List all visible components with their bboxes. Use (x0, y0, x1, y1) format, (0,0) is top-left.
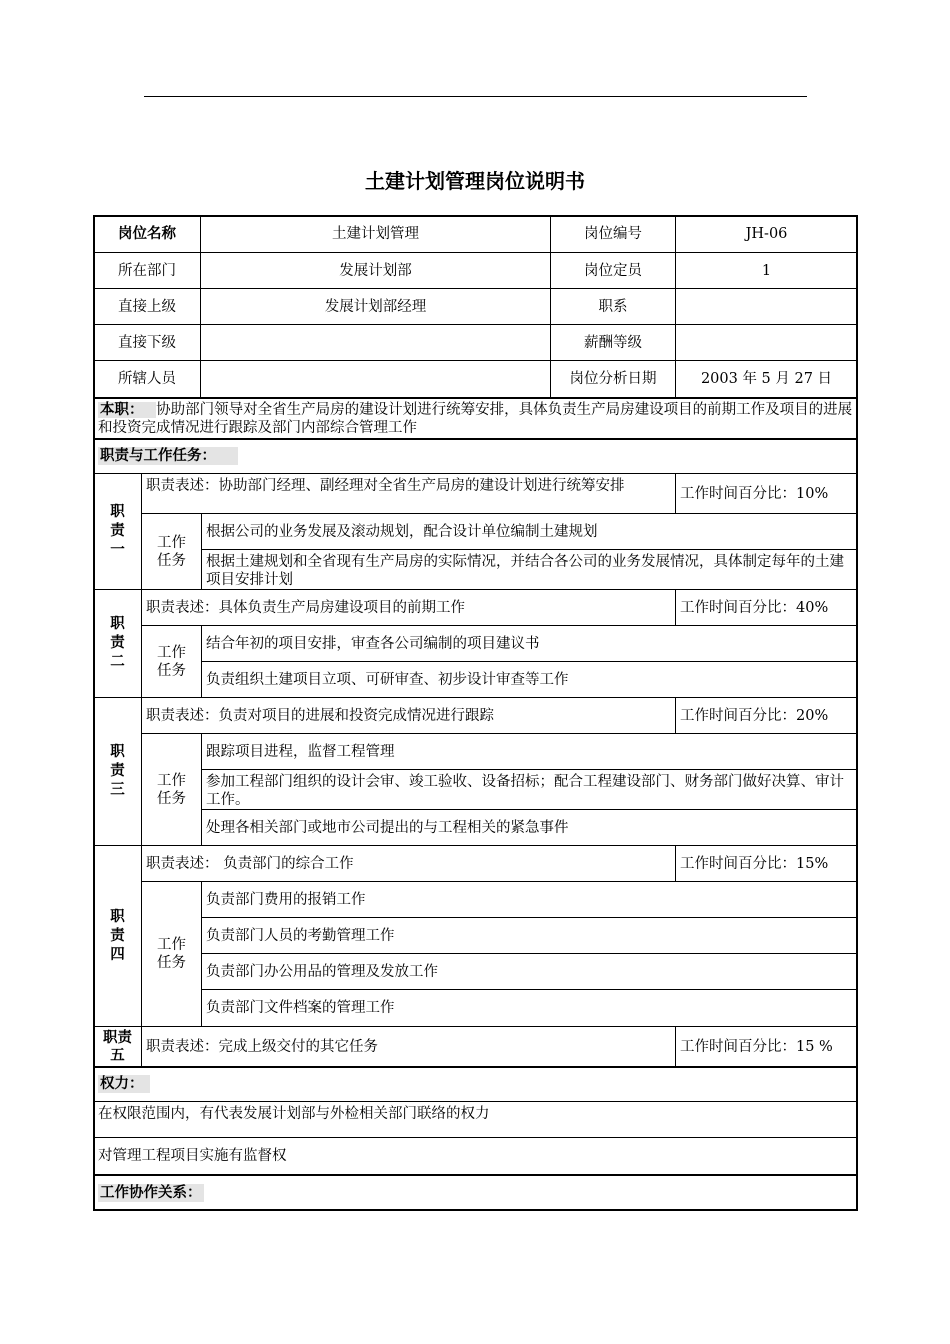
value-salary-grade (675, 324, 858, 361)
power-header-row (93, 1066, 858, 1102)
value-staff (200, 360, 551, 398)
duty-4-task-1: 负责部门费用的报销工作 (201, 881, 858, 918)
section-separator (93, 438, 858, 440)
duty-1-task-2: 根据土建规划和全省现有生产局房的实际情况，并结合各公司的业务发展情况，具体制定每年的土建项目安排计划 (201, 549, 858, 590)
duty-2-label: 职 责 二 (93, 589, 142, 698)
label-department: 所在部门 (93, 252, 201, 289)
primary-duty-row (93, 397, 858, 439)
label-position-code: 岗位编号 (550, 215, 676, 253)
duty-5-description: 职责表述：完成上级交付的其它任务 (141, 1026, 676, 1067)
label-direct-superior: 直接上级 (93, 288, 201, 325)
duty-5-time-percent: 工作时间百分比：15 % (675, 1026, 858, 1067)
section-separator (93, 1174, 858, 1176)
duty-3-task-3: 处理各相关部门或地市公司提出的与工程相关的紧急事件 (201, 809, 858, 846)
duty-4-label: 职 责 四 (93, 845, 142, 1027)
value-position-name: 土建计划管理 (200, 215, 551, 253)
power-item-2: 对管理工程项目实施有监督权 (93, 1137, 858, 1175)
label-job-family: 职系 (550, 288, 676, 325)
duty-2-task-label: 工作 任务 (141, 625, 202, 698)
duty-2-time-percent: 工作时间百分比：40% (675, 589, 858, 626)
duty-3-task-2: 参加工程部门组织的设计会审、竣工验收、设备招标；配合工程建设部门、财务部门做好决算、审计工作。 (201, 769, 858, 810)
value-job-family (675, 288, 858, 325)
power-label: 权力： (98, 1075, 150, 1093)
power-item-1: 在权限范围内，有代表发展计划部与外检相关部门联络的权力 (93, 1101, 858, 1138)
duty-3-label: 职 责 三 (93, 697, 142, 846)
duty-3-time-percent: 工作时间百分比：20% (675, 697, 858, 734)
header-rule (144, 96, 807, 97)
label-position-name: 岗位名称 (93, 215, 201, 253)
label-salary-grade: 薪酬等级 (550, 324, 676, 361)
duty-1-time-percent: 工作时间百分比：10% (675, 473, 858, 514)
label-direct-subordinate: 直接下级 (93, 324, 201, 361)
value-position-code: JH-06 (675, 215, 858, 253)
duty-3-task-label: 工作 任务 (141, 733, 202, 846)
cooperation-header-row (93, 1174, 858, 1211)
label-analysis-date: 岗位分析日期 (550, 360, 676, 398)
page-title: 土建计划管理岗位说明书 (365, 169, 585, 193)
duty-1-task-1: 根据公司的业务发展及滚动规划，配合设计单位编制土建规划 (201, 513, 858, 550)
duty-2-task-1: 结合年初的项目安排，审查各公司编制的项目建议书 (201, 625, 858, 662)
value-headcount: 1 (675, 252, 858, 289)
duty-4-task-2: 负责部门人员的考勤管理工作 (201, 917, 858, 954)
duty-1-label: 职 责 一 (93, 473, 142, 590)
duty-5-label: 职责 五 (93, 1026, 142, 1067)
value-analysis-date: 2003 年 5 月 27 日 (675, 360, 858, 398)
duty-1-task-label: 工作 任务 (141, 513, 202, 590)
value-department: 发展计划部 (200, 252, 551, 289)
duty-3-task-1: 跟踪项目进程，监督工程管理 (201, 733, 858, 770)
duties-header-row (93, 438, 858, 474)
section-separator (93, 397, 858, 399)
label-staff: 所辖人员 (93, 360, 201, 398)
primary-duty-label: 本职： (100, 402, 144, 418)
duty-4-task-4: 负责部门文件档案的管理工作 (201, 989, 858, 1027)
cooperation-label: 工作协作关系： (100, 1184, 202, 1201)
duty-4-time-percent: 工作时间百分比：15% (675, 845, 858, 882)
duties-header-label: 职责与工作任务： (98, 447, 238, 465)
section-separator (93, 1066, 858, 1068)
value-direct-superior: 发展计划部经理 (200, 288, 551, 325)
duty-1-description: 职责表述：协助部门经理、副经理对全省生产局房的建设计划进行统筹安排 (141, 473, 676, 514)
duty-2-task-2: 负责组织土建项目立项、可研审查、初步设计审查等工作 (201, 661, 858, 698)
duty-3-description: 职责表述：负责对项目的进展和投资完成情况进行跟踪 (141, 697, 676, 734)
value-direct-subordinate (200, 324, 551, 361)
duty-4-description: 职责表述： 负责部门的综合工作 (141, 845, 676, 882)
duty-4-task-3: 负责部门办公用品的管理及发放工作 (201, 953, 858, 990)
duty-2-description: 职责表述：具体负责生产局房建设项目的前期工作 (141, 589, 676, 626)
duty-4-task-label: 工作 任务 (141, 881, 202, 1027)
label-headcount: 岗位定员 (550, 252, 676, 289)
primary-duty-text: 协助部门领导对全省生产局房的建设计划进行统筹安排，具体负责生产局房建设项目的前期工作及项目的进展和投资完成情况进行跟踪及部门内部综合管理工作 (98, 402, 853, 436)
